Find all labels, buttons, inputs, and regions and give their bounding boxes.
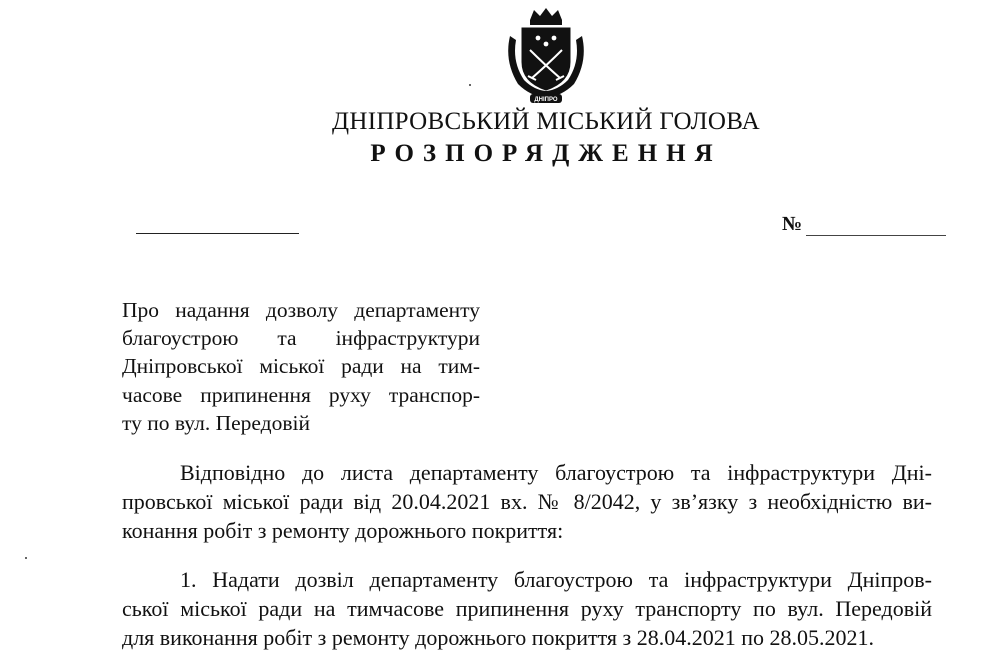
scan-speck [25, 557, 27, 559]
document-subject [122, 296, 480, 437]
subject-line: ту по вул. Передовій [122, 410, 310, 435]
paragraph-line: ської міської ради на тимчасове припинення руху транспорту по вул. Передовій [122, 596, 932, 621]
subject-line: Дніпровської міської ради на тим- [122, 354, 480, 379]
subject-line: Про надання дозволу департаменту [122, 298, 480, 322]
paragraph-line: 1. Надати дозвіл департаменту благоустрою та інфраструктури Дніпров- [180, 567, 932, 592]
coat-of-arms-icon [500, 6, 592, 106]
preamble-paragraph [122, 458, 932, 545]
number-field-line [806, 235, 946, 236]
subject-line: благоустрою та інфраструктури [122, 326, 480, 351]
paragraph-line: для виконання робіт з ремонту дорожнього покриття з 28.04.2021 по 28.05.2021. [122, 625, 875, 650]
paragraph-line: Відповідно до листа департаменту благоустрою та інфраструктури Дні- [180, 460, 932, 485]
scan-speck [469, 84, 471, 86]
number-label: № [782, 213, 803, 235]
paragraph-line: провської міської ради від 20.04.2021 вх. № 8/2042, у зв’язку з необхідністю ви- [122, 489, 932, 514]
date-field-line [136, 233, 299, 234]
subject-line: часове припинення руху транспор- [122, 382, 480, 407]
issuer-title: ДНІПРОВСЬКИЙ МІСЬКИЙ ГОЛОВА [331, 108, 760, 135]
order-item-1 [122, 565, 932, 652]
emblem-ribbon-text: ДНІПРО [534, 97, 558, 103]
document-type-title: РОЗПОРЯДЖЕННЯ [370, 140, 722, 167]
paragraph-line: конання робіт з ремонту дорожнього покриття: [122, 518, 564, 543]
